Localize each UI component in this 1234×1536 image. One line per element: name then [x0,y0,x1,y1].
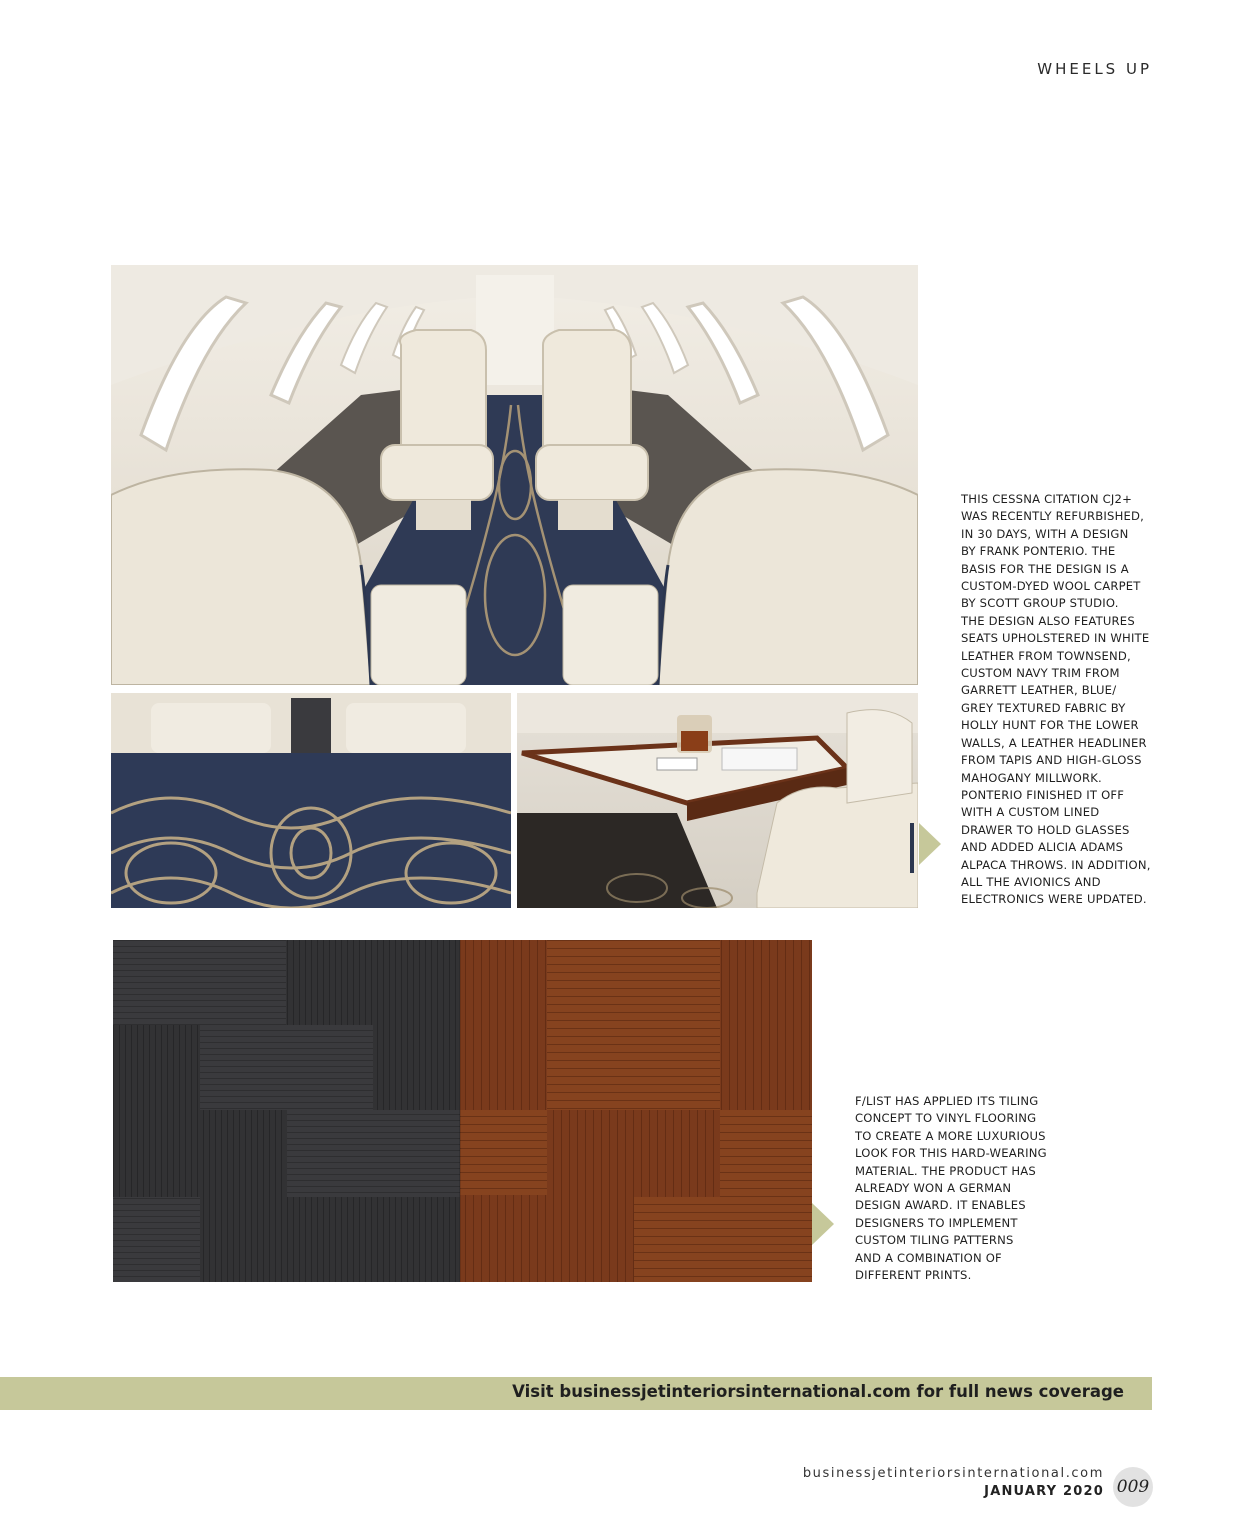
footer-website: businessjetinteriorsinternational.com [802,1466,1104,1481]
cabin-illustration [111,265,918,685]
page-number-badge [1113,1467,1153,1507]
caption-pointer-arrow [919,823,941,865]
footer-date: JANUARY 2020 [984,1484,1104,1499]
page-number: 009 [1116,1477,1150,1497]
caption-pointer-arrow [812,1203,834,1245]
cabin-main-photo [111,265,918,685]
cabin-caption: THIS CESSNA CITATION CJ2+ WAS RECENTLY REFURBISHED, IN 30 DAYS, WITH A DESIGN BY FRANK PONTERIO. THE BASIS FOR THE DESIGN IS A CUSTOM-DYED WOOL CARPET BY SCOTT GROUP STUDIO. THE DESIGN ALSO FEATURES SEATS UPHOLSTERED IN WHITE LEATHER FROM TOWNSEND, CUSTOM NAVY TRIM FROM GARRETT LEATHER, BLUE/ GREY TEXTURED FABRIC BY HOLLY HUNT FOR THE LOWER WALLS, A LEATHER HEADLINER FROM TAPIS AND HIGH-GLOSS MAHOGANY MILLWORK. PONTERIO FINISHED IT OFF WITH A CUSTOM LINED DRAWER TO HOLD GLASSES AND ADDED ALICIA ADAMS ALPACA THROWS. IN ADDITION, ALL THE AVIONICS AND ELECTRONICS WERE UPDATED. [961,492,1151,907]
carpet-aisle-photo [111,693,511,908]
section-label: WHEELS UP [1037,60,1152,78]
banner-text[interactable]: Visit businessjetinteriorsinternational.com for full news coverage [512,1382,1124,1401]
vinyl-flooring-tiles-photo [113,940,812,1282]
cabin-table-photo [517,693,918,908]
news-coverage-banner[interactable] [0,1377,1152,1410]
flooring-caption: F/LIST HAS APPLIED ITS TILING CONCEPT TO VINYL FLOORING TO CREATE A MORE LUXURIOUS LOOK FOR THIS HARD-WEARING MATERIAL. THE PRODUCT HAS ALREADY WON A GERMAN DESIGN AWARD. IT ENABLES DESIGNERS TO IMPLEMENT CUSTOM TILING PATTERNS AND A COMBINATION OF DIFFERENT PRINTS. [855,1094,1047,1283]
